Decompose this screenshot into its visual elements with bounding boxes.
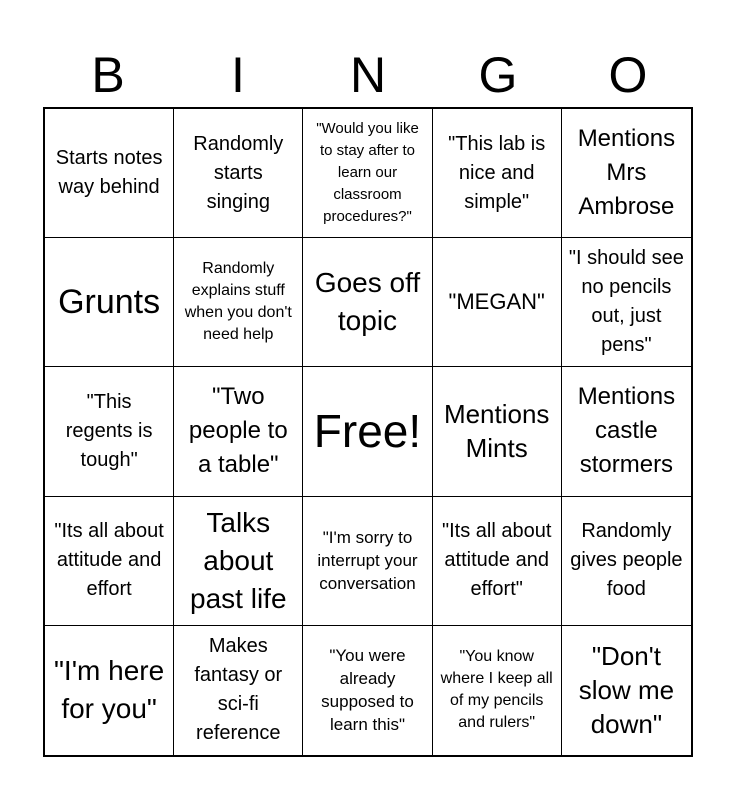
header-letter-o: O: [608, 47, 648, 103]
bingo-cell-9[interactable]: [433, 238, 562, 367]
header-letter-b: B: [91, 47, 125, 103]
bingo-cell-19[interactable]: [433, 497, 562, 626]
header-letter-i: I: [231, 47, 245, 103]
bingo-header: [43, 44, 693, 106]
bingo-cell-7[interactable]: [174, 238, 303, 367]
cell-text: Mentions Mrs Ambrose: [577, 125, 676, 221]
bingo-cell-12[interactable]: [174, 367, 303, 496]
bingo-cell-3[interactable]: [303, 109, 432, 238]
header-letter-g: G: [478, 47, 518, 103]
bingo-cell-6[interactable]: [45, 238, 174, 367]
bingo-cell-5[interactable]: [562, 109, 691, 238]
cell-text: "Two people to a table": [188, 383, 288, 479]
cell-text: Makes fantasy or sci-fi reference: [194, 635, 283, 745]
cell-text: Randomly starts singing: [193, 132, 284, 213]
bingo-cell-20[interactable]: [562, 497, 691, 626]
cell-text: "You were already supposed to learn this": [321, 646, 414, 735]
cell-text: Talks about past life: [190, 506, 287, 614]
bingo-cell-1[interactable]: [45, 109, 174, 238]
bingo-cell-11[interactable]: [45, 367, 174, 496]
bingo-cell-24[interactable]: [433, 626, 562, 755]
bingo-board: [43, 107, 693, 757]
bingo-cell-2[interactable]: [174, 109, 303, 238]
header-letter-n: N: [349, 47, 387, 103]
cell-text: Randomly explains stuff when you don't need help: [184, 260, 292, 344]
bingo-cell-4[interactable]: [433, 109, 562, 238]
cell-text: "Don't slow me down": [578, 641, 675, 740]
cell-text: Randomly gives people food: [570, 520, 683, 601]
bingo-cell-18[interactable]: [303, 497, 432, 626]
cell-text: Starts notes way behind: [55, 147, 163, 199]
bingo-cell-10[interactable]: [562, 238, 691, 367]
bingo-cell-25[interactable]: [562, 626, 691, 755]
bingo-cell-14[interactable]: [433, 367, 562, 496]
cell-text: "I'm sorry to interrupt your conversation: [317, 528, 418, 594]
cell-text: "This regents is tough": [65, 390, 153, 471]
cell-text: Goes off topic: [314, 267, 421, 337]
free-space-cell[interactable]: [303, 367, 432, 496]
cell-text: Mentions Mints: [443, 399, 550, 464]
bingo-cell-8[interactable]: [303, 238, 432, 367]
cell-text: "You know where I keep all of my pencils and rulers": [440, 648, 553, 732]
cell-text: "I should see no pencils out, just pens": [568, 247, 684, 357]
bingo-cell-23[interactable]: [303, 626, 432, 755]
cell-text: Mentions castle stormers: [577, 383, 676, 479]
cell-text: "This lab is nice and simple": [448, 132, 546, 213]
cell-text: "Would you like to stay after to learn our classroom procedures?": [316, 120, 419, 226]
bingo-cell-17[interactable]: [174, 497, 303, 626]
bingo-cell-16[interactable]: [45, 497, 174, 626]
bingo-cell-15[interactable]: [562, 367, 691, 496]
cell-text: Free!: [313, 405, 422, 458]
cell-text: "Its all about attitude and effort": [442, 520, 552, 601]
cell-text: "Its all about attitude and effort: [54, 520, 164, 601]
cell-text: "MEGAN": [448, 289, 545, 315]
bingo-cell-21[interactable]: [45, 626, 174, 755]
cell-text: "I'm here for you": [53, 655, 165, 725]
cell-text: Grunts: [58, 283, 161, 322]
bingo-cell-22[interactable]: [174, 626, 303, 755]
